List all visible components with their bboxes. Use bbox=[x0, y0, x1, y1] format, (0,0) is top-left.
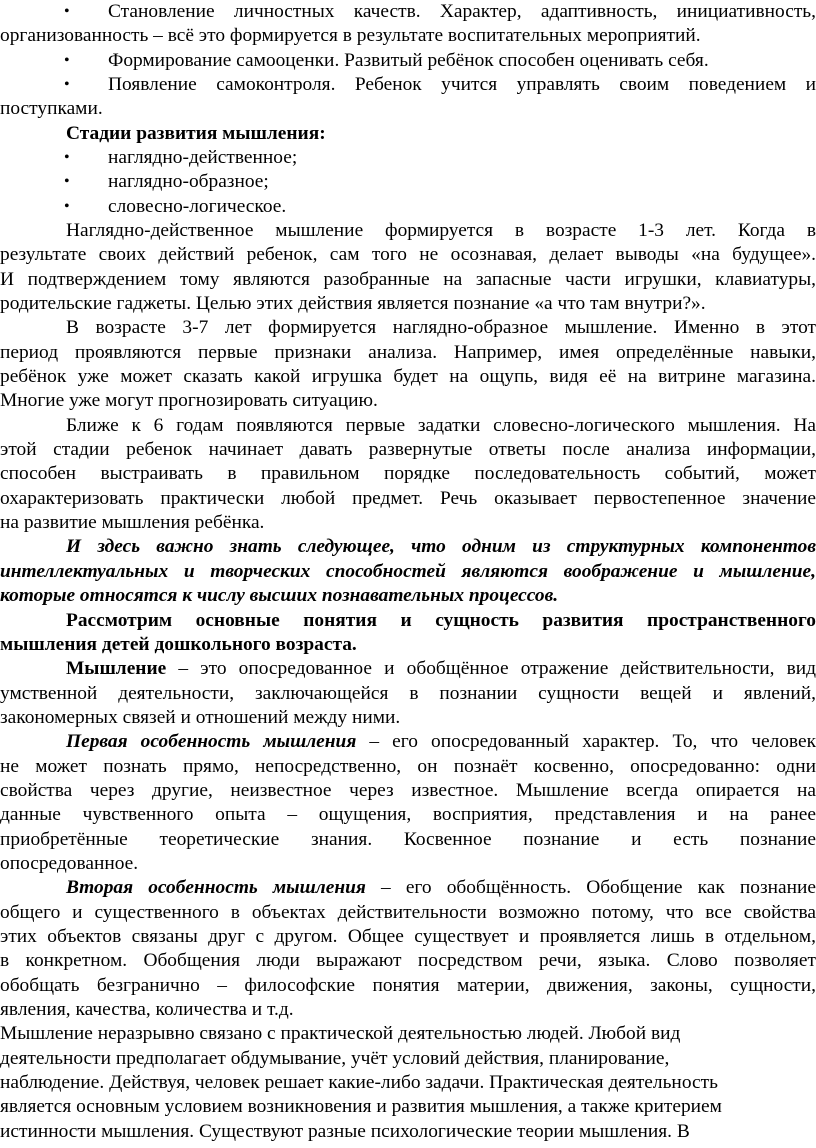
paragraph-line: этой стадии ребенок начинает давать развернутые ответы после анализа информации, bbox=[0, 439, 816, 461]
paragraph-line: опосредованное. bbox=[0, 852, 139, 874]
paragraph-line: ребёнок уже может сказать какой игрушка будет на ощупь, видя её на витрине магазина. bbox=[0, 366, 816, 388]
paragraph-line: приобретённые теоретические знания. Косвенное познание и есть познание bbox=[0, 828, 816, 850]
paragraph-line: период проявляются первые признаки анализа. Например, имея определённые навыки, bbox=[0, 341, 816, 363]
bullet-icon: • bbox=[64, 173, 70, 191]
paragraph-line: охарактеризовать практически любой предмет. Речь оказывает первостепенное значение bbox=[0, 487, 816, 509]
paragraph-line: свойства через другие, неизвестное через известное. Мышление всегда опирается на bbox=[0, 779, 816, 801]
emphasis-line: И здесь важно знать следующее, что одним из структурных компонентов bbox=[66, 536, 816, 558]
emphasis-line: которые относятся к числу высших познавательных процессов. bbox=[0, 585, 559, 607]
paragraph-line: Мышление неразрывно связано с практической деятельностью людей. Любой вид bbox=[0, 1023, 681, 1045]
paragraph-line: Наглядно-действенное мышление формируется в возрасте 1-3 лет. Когда в bbox=[66, 220, 816, 242]
term-definition: – его обобщённость. Обобщение как познание bbox=[365, 877, 816, 899]
list-item: наглядно-действенное; bbox=[108, 147, 298, 169]
paragraph-line: родительские гаджеты. Целью этих действия является познание «а что там внутри?». bbox=[0, 293, 706, 315]
paragraph-line: Становление личностных качеств. Характер, адаптивность, инициативность, bbox=[108, 1, 816, 22]
paragraph-line bbox=[0, 657, 816, 681]
paragraph-line: данные чувственного опыта – ощущения, восприятия, представления и на ранее bbox=[0, 804, 816, 826]
paragraph-line: общего и существенного в объектах действительности возможно потому, что все свойства bbox=[0, 901, 816, 923]
bullet-icon: • bbox=[64, 3, 70, 20]
paragraph-line: поступками. bbox=[0, 98, 103, 120]
emphasis-line: интеллектуальных и творческих способностей являются воображение и мышление, bbox=[0, 560, 816, 582]
list-item: словесно-логическое. bbox=[108, 195, 287, 217]
paragraph-line bbox=[0, 730, 816, 754]
section-heading: Рассмотрим основные понятия и сущность развития пространственного bbox=[66, 609, 816, 631]
paragraph-line: явления, качества, количества и т.д. bbox=[0, 998, 294, 1020]
paragraph-line: обобщать безгранично – философские понятия материи, движения, законы, сущности, bbox=[0, 974, 816, 996]
paragraph-line: деятельности предполагает обдумывание, учёт условий действия, планирование, bbox=[0, 1047, 670, 1069]
paragraph-line: И подтверждением тому являются разобранные на запасные части игрушки, клавиатуры, bbox=[0, 268, 816, 290]
bullet-icon: • bbox=[64, 197, 70, 215]
paragraph-line: умственной деятельности, заключающейся в познании сущности вещей и явлений, bbox=[0, 682, 816, 704]
section-heading: мышления детей дошкольного возраста. bbox=[0, 633, 357, 655]
paragraph-line: в конкретном. Обобщения люди выражают посредством речи, языка. Слово позволяет bbox=[0, 950, 816, 972]
paragraph-line: Формирование самооценки. Развитый ребёнок способен оценивать себя. bbox=[108, 49, 709, 71]
paragraph-line: является основным условием возникновения и развития мышления, а также критерием bbox=[0, 1096, 722, 1118]
paragraph-line: истинности мышления. Существуют разные психологические теории мышления. В bbox=[0, 1120, 690, 1142]
list-item: наглядно-образное; bbox=[108, 171, 269, 193]
term-definition: – это опосредованное и обобщённое отражение действительности, вид bbox=[166, 658, 816, 680]
bullet-icon: • bbox=[64, 76, 70, 94]
section-heading: Стадии развития мышления: bbox=[66, 122, 326, 144]
term-definition: – его опосредованный характер. То, что человек bbox=[356, 731, 816, 753]
paragraph-line: способен выстраивать в правильном порядке последовательность событий, может bbox=[0, 463, 816, 485]
paragraph-line: этих объектов связаны друг с другом. Общее существует и проявляется лишь в отдельном, bbox=[0, 925, 816, 947]
term: Первая особенность мышления bbox=[66, 731, 357, 753]
paragraph-line: Многие уже могут прогнозировать ситуацию. bbox=[0, 390, 378, 412]
bullet-icon: • bbox=[64, 51, 70, 69]
paragraph-line: не может познать прямо, непосредственно, он познаёт косвенно, опосредованно: одни bbox=[0, 755, 816, 777]
term: Вторая особенность мышления bbox=[66, 877, 366, 899]
paragraph-line: результате своих действий ребенок, сам того не осознавая, делает выводы «на будущее». bbox=[0, 244, 816, 266]
paragraph-line: Появление самоконтроля. Ребенок учится управлять своим поведением и bbox=[108, 74, 816, 96]
paragraph-line: наблюдение. Действуя, человек решает какие-либо задачи. Практическая деятельность bbox=[0, 1071, 718, 1093]
bullet-icon: • bbox=[64, 149, 70, 167]
paragraph-line: на развитие мышления ребёнка. bbox=[0, 512, 265, 534]
paragraph-line bbox=[0, 876, 816, 900]
paragraph-line: Ближе к 6 годам появляются первые задатки словесно-логического мышления. На bbox=[66, 414, 816, 436]
paragraph-line: закономерных связей и отношений между ними. bbox=[0, 706, 401, 728]
term: Мышление bbox=[66, 658, 167, 680]
paragraph-line: В возрасте 3-7 лет формируется наглядно-образное мышление. Именно в этот bbox=[66, 317, 816, 339]
paragraph-line: организованность – всё это формируется в результате воспитательных мероприятий. bbox=[0, 25, 701, 47]
